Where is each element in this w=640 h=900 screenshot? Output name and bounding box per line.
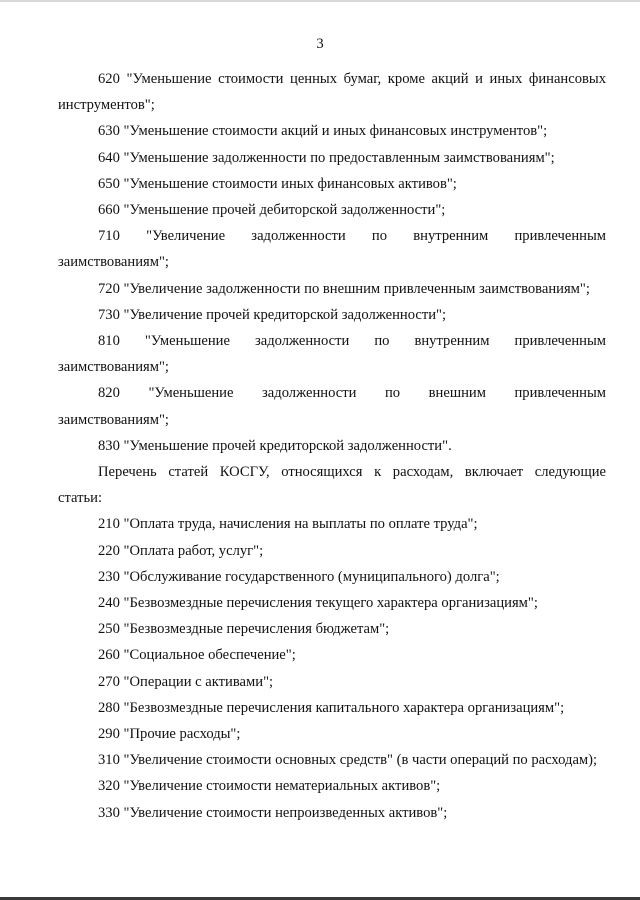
paragraph-item-220 (58, 538, 606, 564)
paragraph-line: 280 "Безвозмездные перечисления капитального характера организациям"; (98, 699, 565, 716)
paragraph-line: 230 "Обслуживание государственного (муниципального) долга"; (98, 568, 500, 585)
paragraph-item-260 (58, 642, 606, 668)
paragraph-item-290 (58, 721, 606, 747)
paragraph-item-620 (58, 66, 606, 118)
paragraph-item-810 (58, 328, 606, 380)
paragraph-item-660 (58, 197, 606, 223)
paragraph-line: статьи: (58, 490, 103, 507)
paragraph-item-730 (58, 302, 606, 328)
paragraph-item-280 (58, 695, 606, 721)
paragraph-line: инструментов"; (58, 97, 155, 114)
paragraph-line: 640 "Уменьшение задолженности по предоставленным заимствованиям"; (98, 149, 555, 166)
paragraph-item-820 (58, 380, 606, 432)
paragraph-item-650 (58, 171, 606, 197)
paragraph-item-310 (58, 747, 606, 773)
paragraph-line: 830 "Уменьшение прочей кредиторской задолженности". (98, 437, 452, 454)
paragraph-line: 660 "Уменьшение прочей дебиторской задолженности"; (98, 202, 446, 219)
document-body (58, 66, 606, 826)
paragraph-item-270 (58, 669, 606, 695)
paragraph-item-830 (58, 433, 606, 459)
paragraph-item-250 (58, 616, 606, 642)
scan-edge-top (0, 0, 640, 2)
paragraph-item-710 (58, 223, 606, 275)
paragraph-item-330 (58, 800, 606, 826)
paragraph-item-240 (58, 590, 606, 616)
paragraph-line: 710 "Увеличение задолженности по внутренним привлеченным (98, 228, 606, 245)
paragraph-item-720 (58, 276, 606, 302)
paragraph-line: 620 "Уменьшение стоимости ценных бумаг, кроме акций и иных финансовых (98, 71, 606, 87)
paragraph-line: 270 "Операции с активами"; (98, 673, 274, 690)
paragraph-line: заимствованиям"; (58, 411, 169, 428)
paragraph-line: 260 "Социальное обеспечение"; (98, 647, 296, 664)
paragraph-line: 650 "Уменьшение стоимости иных финансовых активов"; (98, 175, 457, 192)
paragraph-line: заимствованиям"; (58, 254, 169, 271)
paragraph-line: 720 "Увеличение задолженности по внешним привлеченным заимствованиям"; (98, 280, 590, 297)
paragraph-item-320 (58, 773, 606, 799)
paragraph-line: заимствованиям"; (58, 359, 169, 376)
paragraph-item-630 (58, 118, 606, 144)
paragraph-line: 630 "Уменьшение стоимости акций и иных финансовых инструментов"; (98, 123, 548, 140)
paragraph-line: 730 "Увеличение прочей кредиторской задолженности"; (98, 306, 447, 323)
paragraph-line: 310 "Увеличение стоимости основных средств" (в части операций по расходам); (98, 752, 598, 769)
paragraph-item-640 (58, 145, 606, 171)
paragraph-line: 250 "Безвозмездные перечисления бюджетам"; (98, 621, 390, 638)
paragraph-expenses-intro (58, 459, 606, 511)
paragraph-line: Перечень статей КОСГУ, относящихся к расходам, включает следующие (98, 464, 606, 481)
paragraph-item-210 (58, 511, 606, 537)
paragraph-line: 820 "Уменьшение задолженности по внешним привлеченным (98, 385, 606, 402)
paragraph-line: 330 "Увеличение стоимости непроизведенных активов"; (98, 804, 448, 821)
paragraph-line: 320 "Увеличение стоимости нематериальных активов"; (98, 778, 441, 795)
paragraph-line: 290 "Прочие расходы"; (98, 726, 241, 743)
paragraph-line: 210 "Оплата труда, начисления на выплаты по оплате труда"; (98, 516, 478, 533)
paragraph-line: 240 "Безвозмездные перечисления текущего характера организациям"; (98, 595, 538, 612)
paragraph-item-230 (58, 564, 606, 590)
paragraph-line: 220 "Оплата работ, услуг"; (98, 542, 264, 559)
page-number: 3 (316, 36, 324, 52)
paragraph-line: 810 "Уменьшение задолженности по внутренним привлеченным (98, 333, 606, 350)
